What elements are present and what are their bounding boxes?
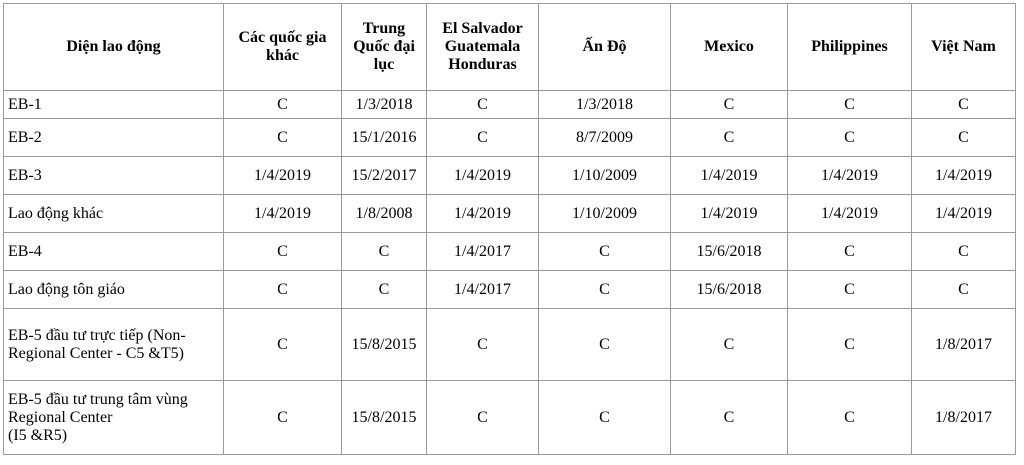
table-cell: C [539, 233, 671, 271]
row-category: EB-5 đầu tư trung tâm vùng Regional Center (I5 &R5) [4, 381, 224, 455]
table-cell: 15/6/2018 [671, 233, 788, 271]
table-cell: 1/8/2017 [912, 309, 1016, 381]
header-philippines: Philippines [788, 4, 912, 91]
table-cell: 1/4/2019 [671, 157, 788, 195]
row-category: EB-1 [4, 91, 224, 119]
table-cell: C [224, 381, 342, 455]
table-cell: C [342, 271, 427, 309]
table-cell: C [788, 119, 912, 157]
table-cell: 1/3/2018 [342, 91, 427, 119]
table-cell: 1/3/2018 [539, 91, 671, 119]
row-category: EB-5 đầu tư trực tiếp (Non- Regional Center - C5 &T5) [4, 309, 224, 381]
table-cell: C [224, 119, 342, 157]
table-cell: 1/10/2009 [539, 195, 671, 233]
table-cell: C [671, 119, 788, 157]
table-cell: 15/8/2015 [342, 309, 427, 381]
header-other-countries: Các quốc gia khác [224, 4, 342, 91]
table-cell: C [427, 309, 539, 381]
table-cell: 1/4/2019 [788, 157, 912, 195]
table-cell: 1/4/2019 [671, 195, 788, 233]
row-category: Lao động tôn giáo [4, 271, 224, 309]
table-cell: C [912, 233, 1016, 271]
table-cell: C [224, 271, 342, 309]
header-china: Trung Quốc đại lục [342, 4, 427, 91]
table-cell: 1/4/2019 [427, 157, 539, 195]
table-cell: 1/4/2019 [224, 157, 342, 195]
table-cell: C [671, 309, 788, 381]
table-cell: C [671, 91, 788, 119]
table-cell: C [912, 91, 1016, 119]
table-cell: 1/8/2017 [912, 381, 1016, 455]
header-category: Diện lao động [4, 4, 224, 91]
table-cell: C [788, 271, 912, 309]
table-row [4, 157, 1016, 195]
table-cell: C [224, 233, 342, 271]
row-category: EB-4 [4, 233, 224, 271]
table-cell: C [539, 309, 671, 381]
header-el-salvador-guatemala-honduras: El Salvador Guatemala Honduras [427, 4, 539, 91]
table-cell: C [427, 91, 539, 119]
table-cell: C [788, 309, 912, 381]
table-row [4, 271, 1016, 309]
table-cell: 1/4/2017 [427, 271, 539, 309]
header-mexico: Mexico [671, 4, 788, 91]
table-row [4, 91, 1016, 119]
table-cell: 1/4/2019 [427, 195, 539, 233]
row-category: Lao động khác [4, 195, 224, 233]
header-vietnam: Việt Nam [912, 4, 1016, 91]
table-cell: C [539, 271, 671, 309]
table-row [4, 195, 1016, 233]
table-cell: C [788, 91, 912, 119]
table-cell: 1/4/2019 [788, 195, 912, 233]
header-row [4, 4, 1016, 91]
table-cell: C [427, 119, 539, 157]
header-india: Ấn Độ [539, 4, 671, 91]
table-cell: C [224, 309, 342, 381]
table-row [4, 233, 1016, 271]
table-cell: C [912, 119, 1016, 157]
table-cell: 1/4/2019 [224, 195, 342, 233]
table-row [4, 119, 1016, 157]
table-row [4, 309, 1016, 381]
table-cell: 1/4/2017 [427, 233, 539, 271]
table-cell: 15/2/2017 [342, 157, 427, 195]
table-cell: 1/8/2008 [342, 195, 427, 233]
table-cell: 1/4/2019 [912, 195, 1016, 233]
table-cell: 1/4/2019 [912, 157, 1016, 195]
table-cell: C [427, 381, 539, 455]
table-cell: C [342, 233, 427, 271]
table-cell: C [539, 381, 671, 455]
table-cell: 8/7/2009 [539, 119, 671, 157]
table-cell: C [788, 381, 912, 455]
table-cell: 15/6/2018 [671, 271, 788, 309]
table-cell: 15/8/2015 [342, 381, 427, 455]
row-category: EB-3 [4, 157, 224, 195]
table-cell: 1/10/2009 [539, 157, 671, 195]
table-row [4, 381, 1016, 455]
table-cell: C [788, 233, 912, 271]
table-cell: C [671, 381, 788, 455]
table-cell: C [912, 271, 1016, 309]
table-cell: 15/1/2016 [342, 119, 427, 157]
table-cell: C [224, 91, 342, 119]
row-category: EB-2 [4, 119, 224, 157]
visa-bulletin-table [3, 3, 1016, 455]
